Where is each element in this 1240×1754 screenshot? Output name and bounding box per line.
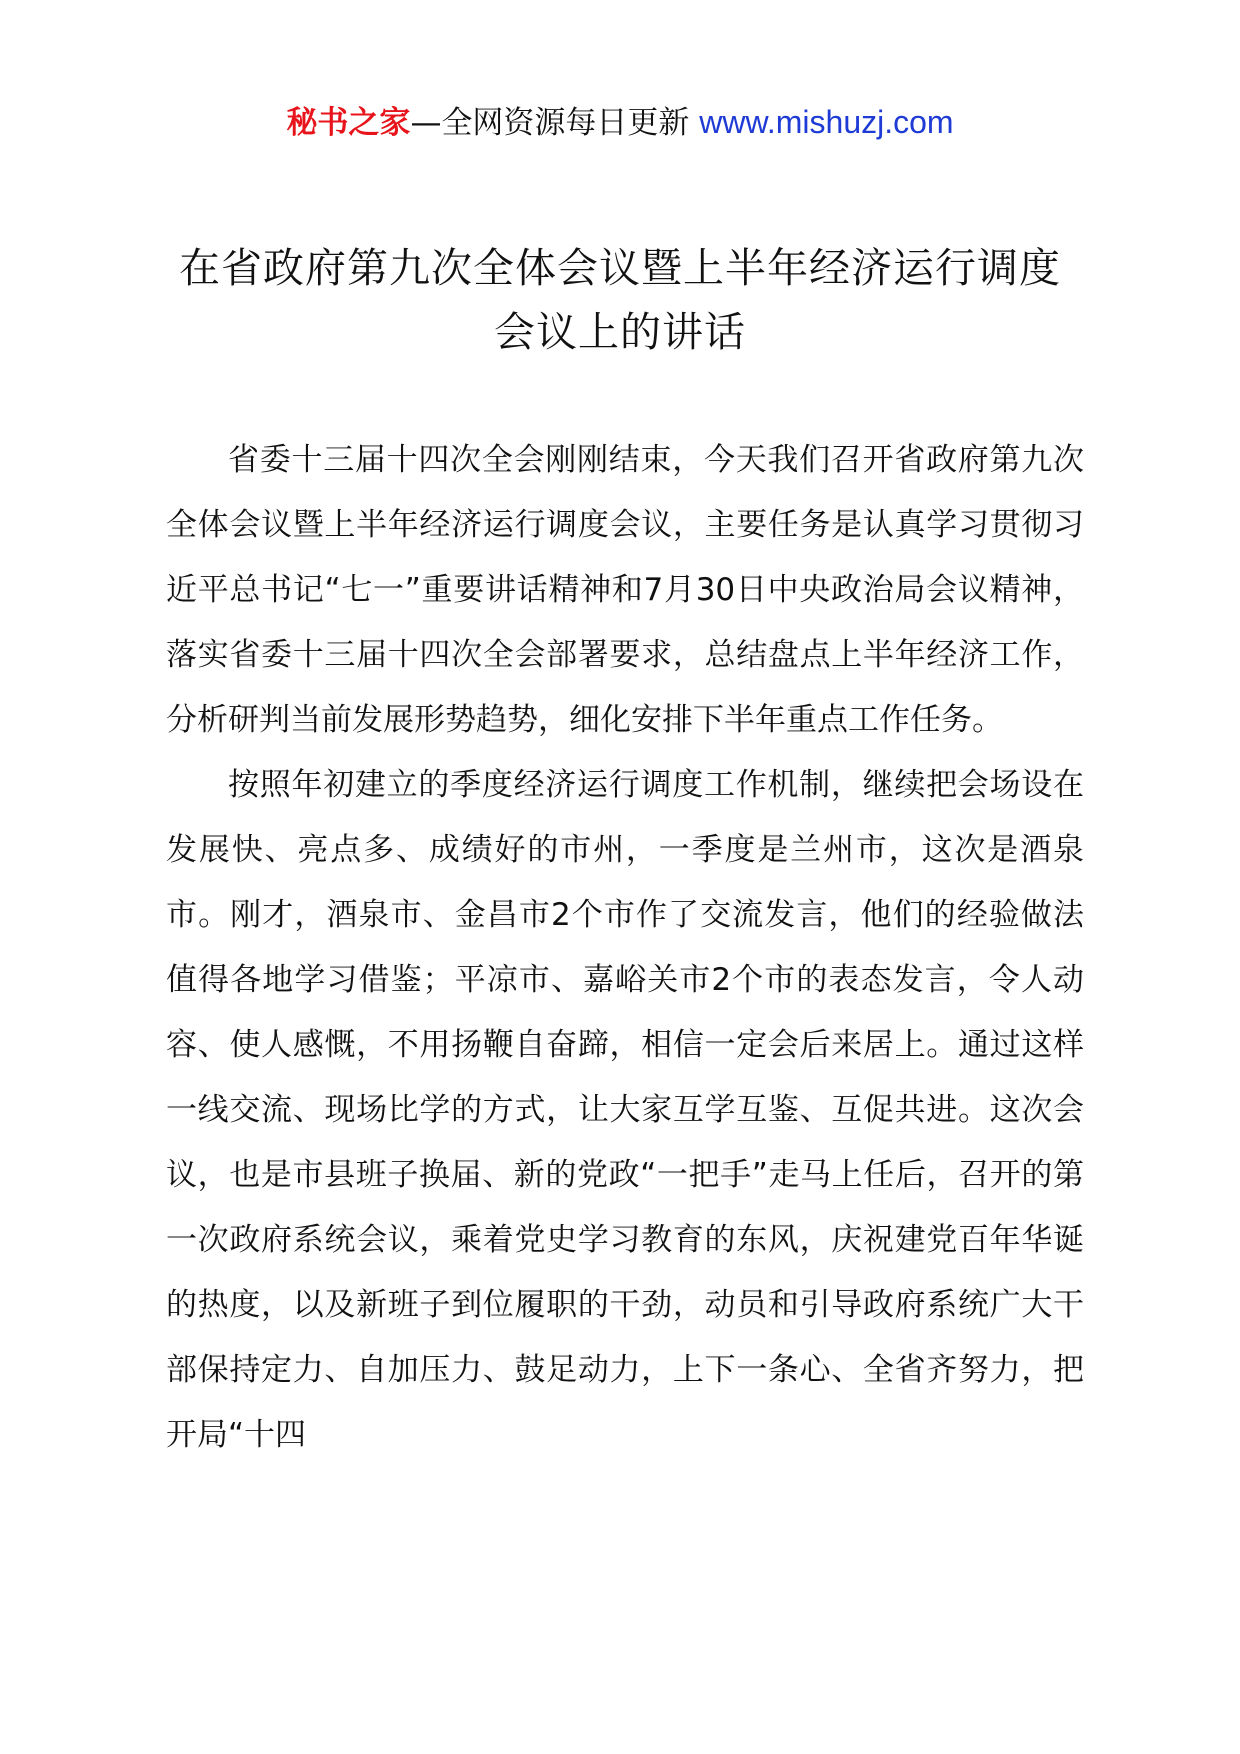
document-body [166, 428, 1084, 1468]
site-tagline: —全网资源每日更新 [410, 105, 700, 141]
site-url[interactable]: www.mishuzj.com [699, 104, 954, 140]
paragraph: 省委十三届十四次全会刚刚结束，今天我们召开省政府第九次全体会议暨上半年经济运行调度会议，主要任务是认真学习贯彻习近平总书记“七一”重要讲话精神和7月30日中央政治局会议精神，落实省委十三届十四次全会部署要求，总结盘点上半年经济工作，分析研判当前发展形势趋势，细化安排下半年重点工作任务。 [166, 442, 1084, 738]
site-brand: 秘书之家 [286, 105, 411, 141]
paragraph: 按照年初建立的季度经济运行调度工作机制，继续把会场设在发展快、亮点多、成绩好的市州，一季度是兰州市，这次是酒泉市。刚才，酒泉市、金昌市2个市作了交流发言，他们的经验做法值得各地学习借鉴；平凉市、嘉峪关市2个市的表态发言，令人动容、使人感慨，不用扬鞭自奋蹄，相信一定会后来居上。通过这样一线交流、现场比学的方式，让大家互学互鉴、互促共进。这次会议，也是市县班子换届、新的党政“一把手”走马上任后，召开的第一次政府系统会议，乘着党史学习教育的东风，庆祝建党百年华诞的热度，以及新班子到位履职的干劲，动员和引导政府系统广大干部保持定力、自加压力、鼓足动力，上下一条心、全省齐努力，把开局“十四 [166, 767, 1084, 1453]
site-header [0, 100, 1240, 145]
document-title: 在省政府第九次全体会议暨上半年经济运行调度会议上的讲话 [179, 244, 1061, 356]
